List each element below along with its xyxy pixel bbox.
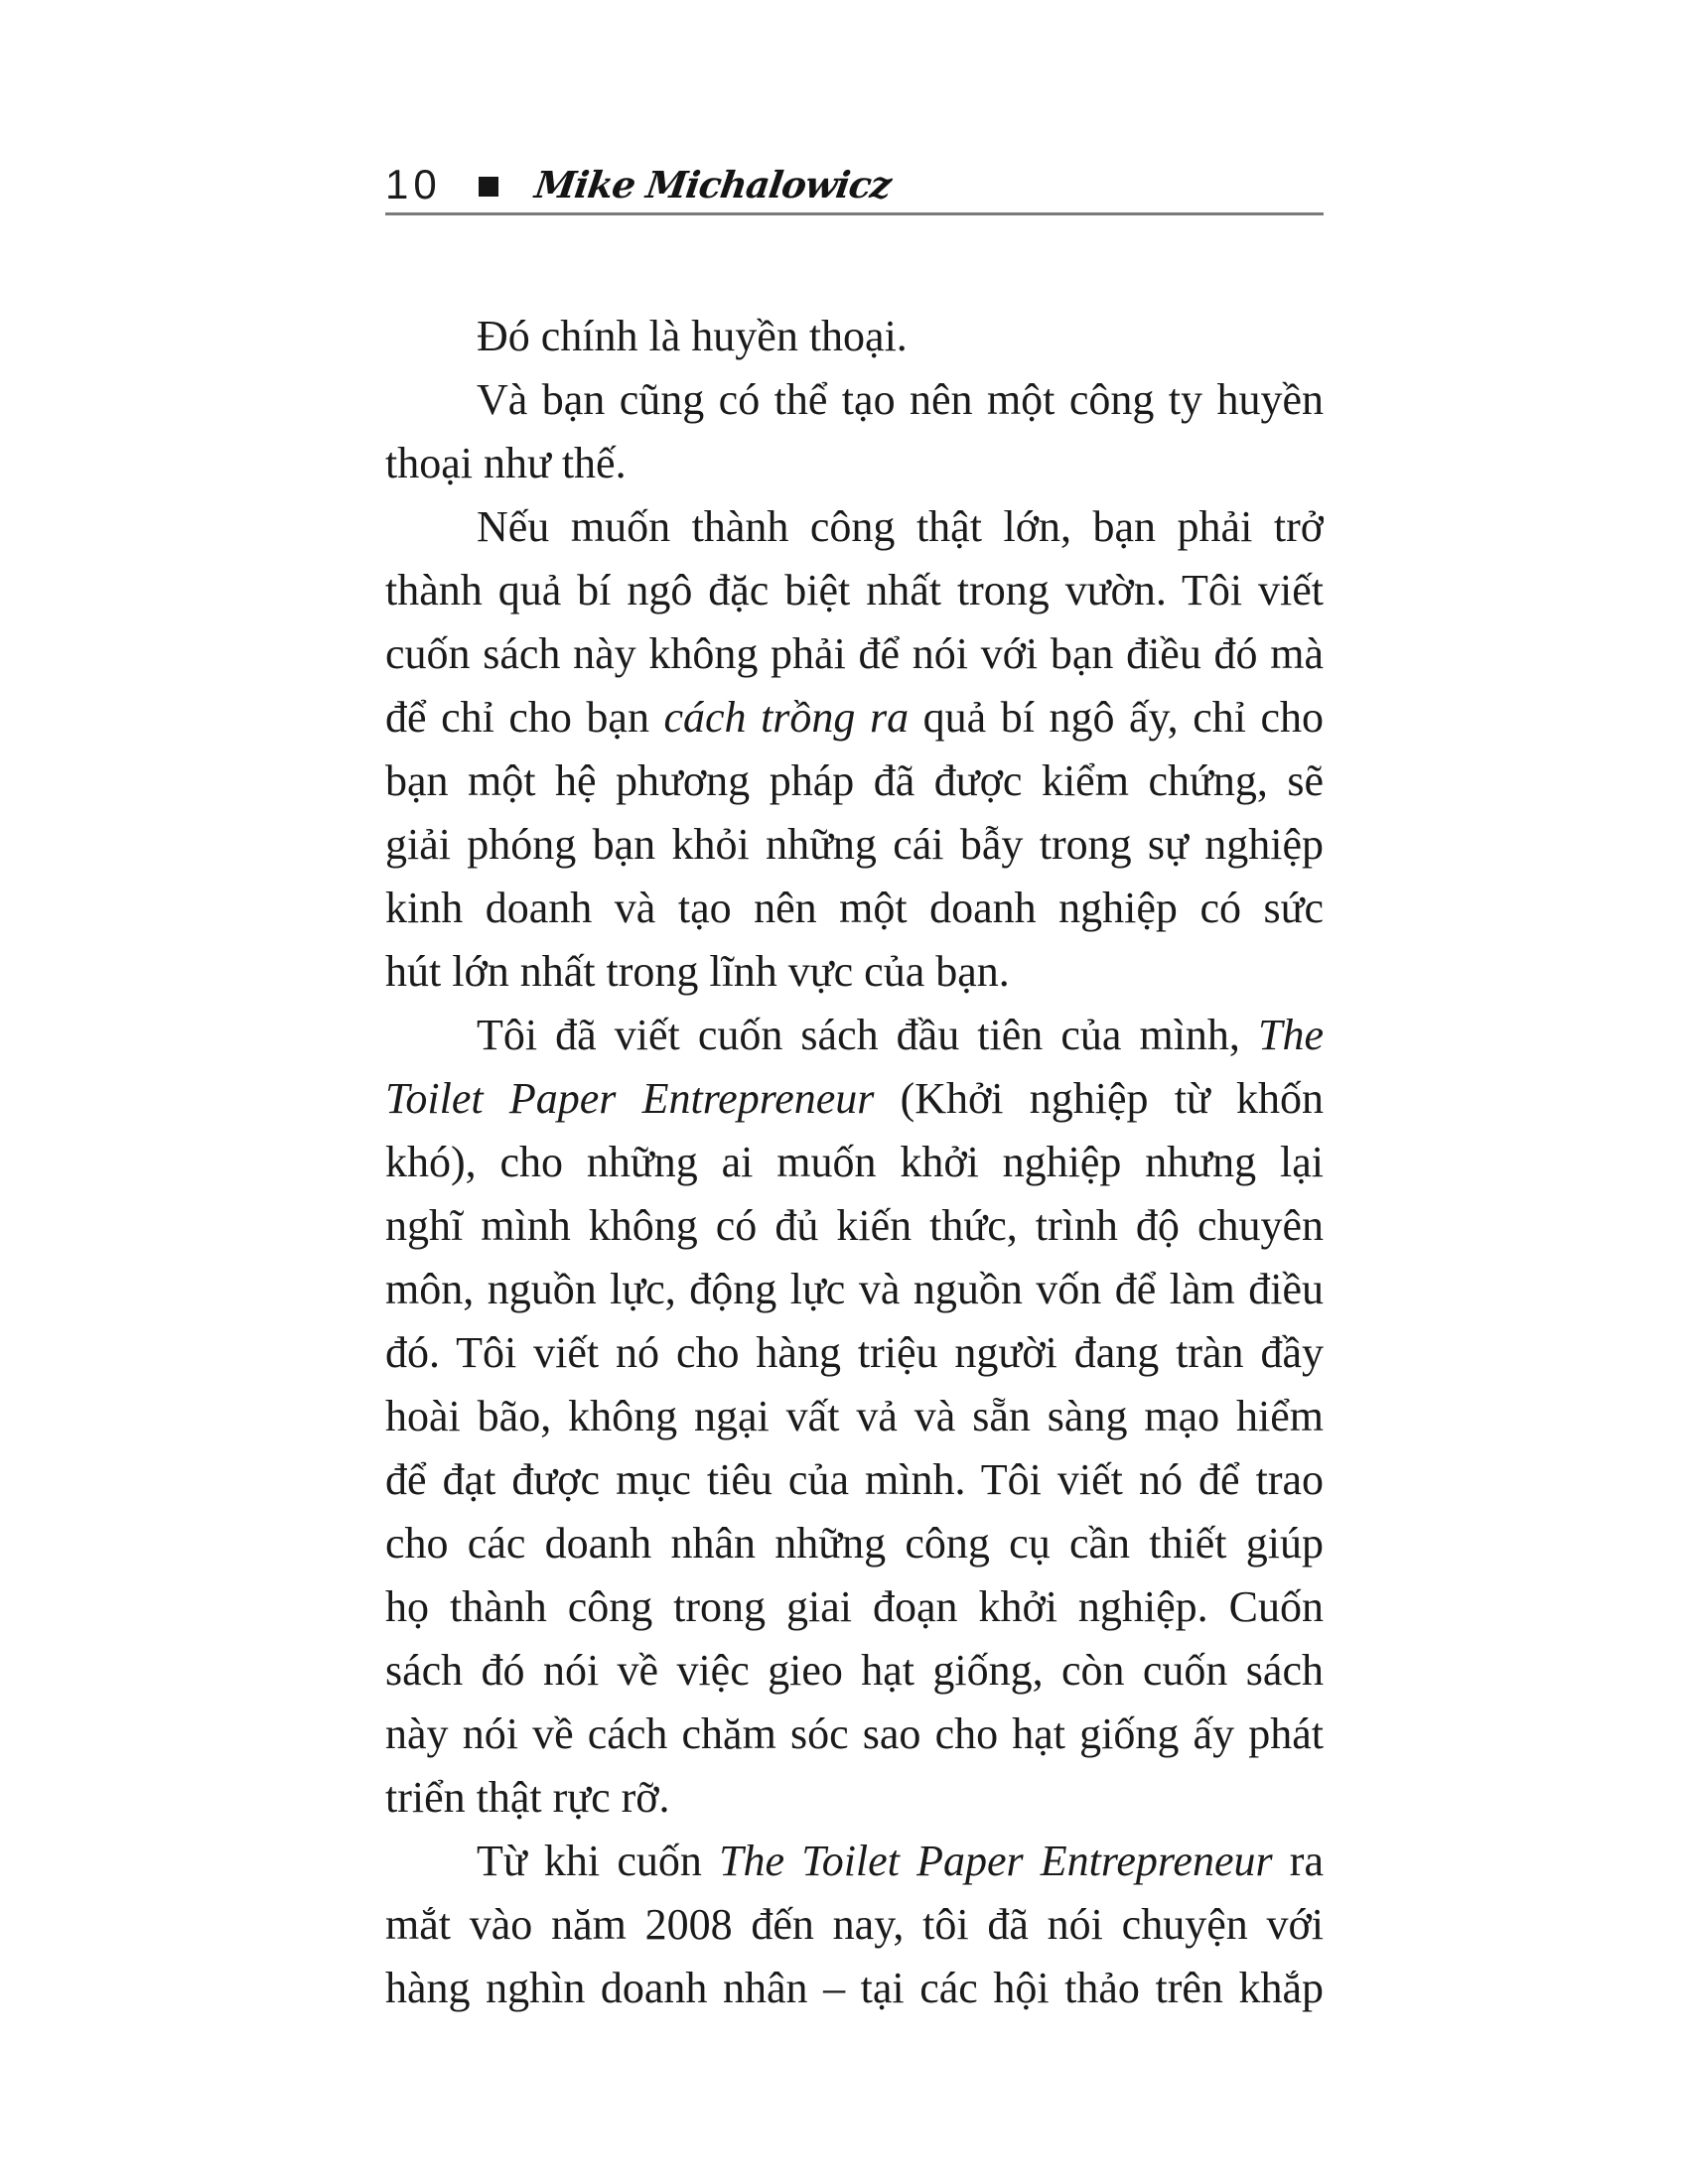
text-segment: cho các doanh nhân những công cụ cần thiết giúp	[385, 1519, 1324, 1568]
text-line	[385, 559, 1324, 622]
text-line	[385, 1512, 1324, 1575]
page-number: 10	[385, 161, 442, 207]
running-head-author: Mike Michalowicz	[531, 162, 894, 206]
text-line	[385, 1321, 1324, 1385]
text-line	[385, 1067, 1324, 1131]
text-line	[385, 1639, 1324, 1703]
text-line	[385, 1575, 1324, 1639]
text-segment: Từ khi cuốn	[477, 1837, 720, 1885]
text-segment: thoại như thế.	[385, 439, 627, 487]
text-segment: môn, nguồn lực, động lực và nguồn vốn để làm điều	[385, 1265, 1324, 1313]
text-line	[385, 813, 1324, 877]
text-segment: giải phóng bạn khỏi những cái bẫy trong sự nghiệp	[385, 820, 1324, 869]
text-segment: Tôi đã viết cuốn sách đầu tiên của mình,	[477, 1011, 1258, 1059]
text-segment: sách đó nói về việc gieo hạt giống, còn cuốn sách	[385, 1646, 1324, 1695]
text-segment: để chỉ cho bạn	[385, 693, 664, 742]
text-segment: kinh doanh và tạo nên một doanh nghiệp có sức	[385, 884, 1324, 932]
text-line	[385, 750, 1324, 813]
text-segment: Đó chính là huyền thoại.	[477, 312, 908, 360]
text-line	[385, 1830, 1324, 1893]
text-line	[385, 1703, 1324, 1766]
text-line	[385, 940, 1324, 1004]
text-line	[385, 1893, 1324, 1957]
text-line	[385, 877, 1324, 940]
text-line	[385, 622, 1324, 686]
text-line	[385, 686, 1324, 750]
text-segment: hoài bão, không ngại vất vả và sẵn sàng mạo hiểm	[385, 1392, 1324, 1440]
text-segment: bạn một hệ phương pháp đã được kiểm chứng, sẽ	[385, 756, 1324, 805]
text-line	[385, 495, 1324, 559]
text-segment: hàng nghìn doanh nhân – tại các hội thảo trên khắp	[385, 1964, 1324, 2012]
text-line	[385, 432, 1324, 495]
text-line	[385, 1194, 1324, 1258]
text-line	[385, 305, 1324, 368]
page-header	[385, 157, 1324, 215]
italic-text-segment: cách trồng ra	[663, 693, 910, 742]
text-line	[385, 1448, 1324, 1512]
text-line	[385, 1131, 1324, 1194]
text-segment: để đạt được mục tiêu của mình. Tôi viết nó để trao	[385, 1455, 1324, 1504]
text-line	[385, 1957, 1324, 2020]
text-segment: Và bạn cũng có thể tạo nên một công ty huyền	[477, 375, 1324, 424]
text-segment: này nói về cách chăm sóc sao cho hạt giống ấy phát	[385, 1709, 1324, 1758]
square-bullet-icon	[479, 177, 498, 197]
italic-text-segment: The	[1258, 1011, 1324, 1059]
text-segment: khó), cho những ai muốn khởi nghiệp nhưng lại	[385, 1138, 1324, 1186]
text-segment: ra	[1272, 1837, 1324, 1885]
text-segment: thành quả bí ngô đặc biệt nhất trong vườn. Tôi viết	[385, 566, 1324, 614]
text-segment: mắt vào năm 2008 đến nay, tôi đã nói chuyện với	[385, 1900, 1324, 1949]
text-segment: đó. Tôi viết nó cho hàng triệu người đang tràn đầy	[385, 1328, 1324, 1377]
italic-text-segment: Toilet Paper Entrepreneur	[385, 1074, 875, 1123]
text-line	[385, 1766, 1324, 1830]
text-line	[385, 1258, 1324, 1321]
text-segment: Nếu muốn thành công thật lớn, bạn phải trở	[477, 502, 1324, 551]
text-segment: họ thành công trong giai đoạn khởi nghiệp. Cuốn	[385, 1582, 1324, 1631]
text-line	[385, 1385, 1324, 1448]
text-line	[385, 368, 1324, 432]
text-segment: quả bí ngô ấy, chỉ cho	[909, 693, 1324, 742]
text-segment: hút lớn nhất trong lĩnh vực của bạn.	[385, 947, 1010, 996]
text-segment: nghĩ mình không có đủ kiến thức, trình độ chuyên	[385, 1201, 1324, 1250]
text-line	[385, 1004, 1324, 1067]
page-body	[385, 305, 1324, 2020]
text-segment: (Khởi nghiệp từ khốn	[874, 1074, 1324, 1123]
text-segment: triển thật rực rỡ.	[385, 1773, 670, 1822]
text-segment: cuốn sách này không phải để nói với bạn điều đó mà	[385, 629, 1324, 678]
italic-text-segment: The Toilet Paper Entrepreneur	[719, 1837, 1273, 1885]
